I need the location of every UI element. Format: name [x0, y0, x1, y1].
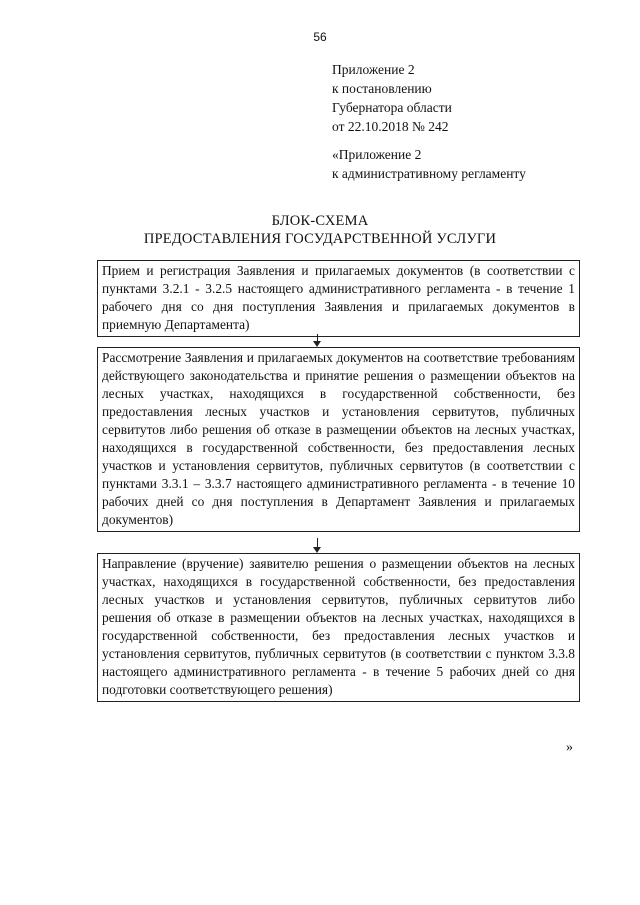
appendix-header-line: к постановлению	[332, 81, 432, 96]
appendix-header-line: Приложение 2	[332, 62, 415, 77]
flowchart-step-3: Направление (вручение) заявителю решения о размещении объектов на лесных участках, находящихся в государственной собственности, без предоставления лесных участков и установления сервитутов, публичных сервитутов либо решения об отказе в размещении объектов на лесных участках, находящихся в государственной собственности, без предоставления лесных участков и установления сервитутов, публичных сервитутов (в соответствии с пунктом 3.3.8 настоящего административного регламента - в течение 5 рабочих дней со дня подготовки соответствующего решения)	[97, 553, 580, 702]
appendix-regulation-note	[332, 145, 622, 183]
appendix-regulation-line: к административному регламенту	[332, 166, 526, 181]
flowchart-title-line2: ПРЕДОСТАВЛЕНИЯ ГОСУДАРСТВЕННОЙ УСЛУГИ	[143, 231, 497, 247]
flowchart-title-line1: БЛОК-СХЕМА	[271, 213, 369, 229]
flow-arrow-2	[312, 538, 322, 553]
closing-quote: »	[566, 740, 573, 755]
flow-arrow-1	[312, 334, 322, 347]
flowchart-step-2: Рассмотрение Заявления и прилагаемых документов на соответствие требованиям действующего законодательства и принятие решения о размещении объектов на лесных участках, находящихся в государственной собственности, без предоставления лесных участков и установления сервитутов, публичных сервитутов либо решения об отказе в размещении объектов на лесных участках, находящихся в государственной собственности, без предоставления лесных участков и установления сервитутов, публичных сервитутов (в соответствии с пунктами 3.3.1 – 3.3.7 настоящего административного регламента - в течение 10 рабочих дней со дня поступления в Департамент Заявления и прилагаемых документов)	[97, 347, 580, 532]
flowchart-step-1: Прием и регистрация Заявления и прилагаемых документов (в соответствии с пунктами 3.2.1 - 3.2.5 настоящего административного регламента - в течение 1 рабочего дня со дня поступления Заявления и прилагаемых документов в приемную Департамента)	[97, 260, 580, 337]
appendix-regulation-line: «Приложение 2	[332, 147, 422, 162]
page-number: 56	[313, 30, 327, 44]
appendix-header-line: от 22.10.2018 № 242	[332, 119, 449, 134]
flowchart-title	[0, 212, 640, 248]
appendix-header	[332, 60, 622, 136]
appendix-header-line: Губернатора области	[332, 100, 452, 115]
